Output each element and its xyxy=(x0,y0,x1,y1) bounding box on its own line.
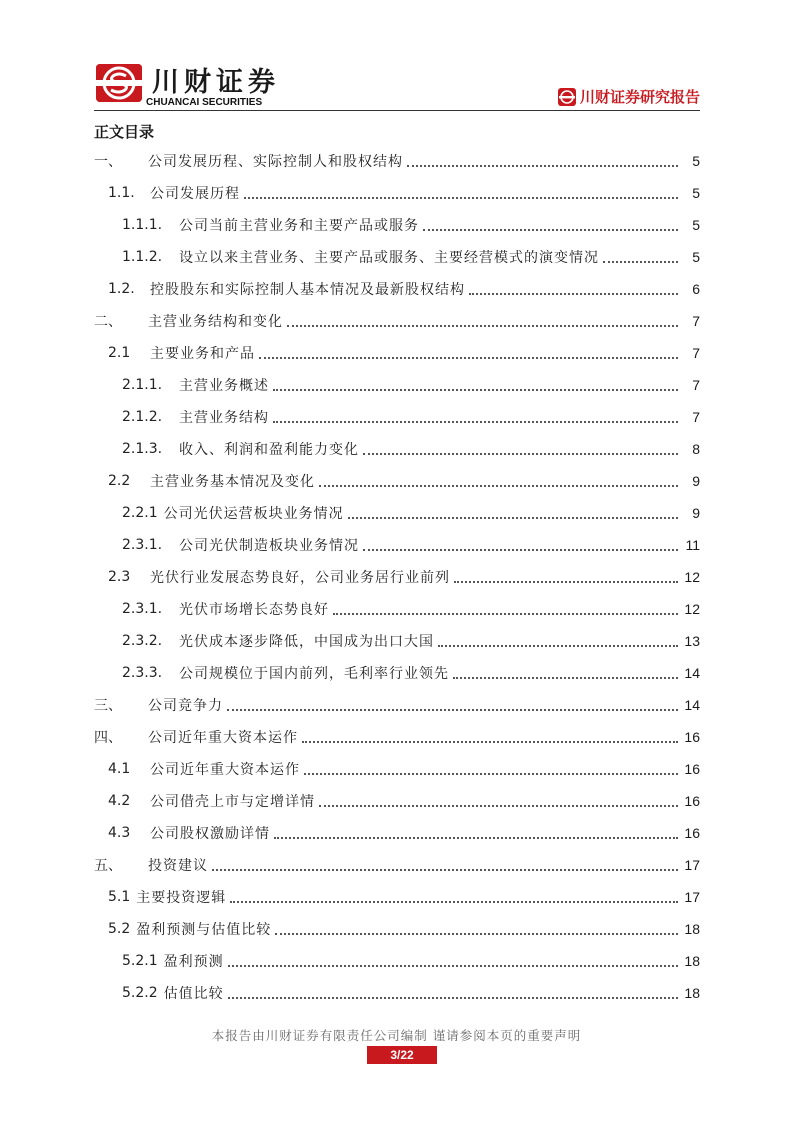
toc-entry-number: 1.1. xyxy=(108,185,135,201)
toc-leader-dots xyxy=(348,517,678,519)
toc-entry-page: 16 xyxy=(684,729,700,745)
toc-entry-title: 公司竞争力 xyxy=(148,698,223,714)
toc-entry-number: 4.1 xyxy=(108,761,131,777)
toc-leader-dots xyxy=(230,901,678,903)
toc-entry-page: 9 xyxy=(692,505,700,521)
toc-entry[interactable] xyxy=(94,945,700,977)
toc-leader-dots xyxy=(227,709,678,711)
toc-entry[interactable] xyxy=(94,337,700,369)
toc-entry-title: 主要业务和产品 xyxy=(150,346,255,362)
toc-entry-page: 17 xyxy=(684,889,700,905)
toc-entry-title: 盈利预测 xyxy=(163,954,224,970)
toc-entry-title: 投资建议 xyxy=(148,858,208,874)
toc-entry-number: 2.3.2. xyxy=(122,633,163,649)
toc-entry-page: 9 xyxy=(692,473,700,489)
toc-leader-dots xyxy=(287,325,678,327)
toc-entry-number: 2.3.1. xyxy=(122,601,163,617)
toc-entry-number: 1.1.1. xyxy=(122,217,163,233)
toc-entry-page: 16 xyxy=(684,825,700,841)
toc-entry-title: 光伏成本逐步降低，中国成为出口大国 xyxy=(179,634,434,650)
toc-leader-dots xyxy=(454,581,678,583)
toc-entry-number: 4.2 xyxy=(108,793,131,809)
toc-title: 正文目录 xyxy=(94,123,155,141)
toc-entry[interactable] xyxy=(94,209,700,241)
toc-leader-dots xyxy=(453,677,678,679)
toc-entry[interactable] xyxy=(94,561,700,593)
toc-leader-dots xyxy=(363,453,678,455)
toc-leader-dots xyxy=(333,613,678,615)
toc-entry[interactable] xyxy=(94,433,700,465)
toc-entry[interactable] xyxy=(94,977,700,1009)
toc-entry-page: 5 xyxy=(692,185,700,201)
toc-entry[interactable] xyxy=(94,625,700,657)
toc-entry-title: 公司发展历程 xyxy=(150,186,240,202)
toc-leader-dots xyxy=(259,357,678,359)
report-label-text: 川财证券研究报告 xyxy=(579,88,700,106)
toc-entry-number: 二、 xyxy=(94,314,122,330)
toc-entry-title: 收入、利润和盈利能力变化 xyxy=(179,442,359,458)
toc-entry[interactable] xyxy=(94,593,700,625)
toc-entry-number: 2.2.1 xyxy=(122,505,158,521)
toc-entry-title: 主营业务基本情况及变化 xyxy=(150,474,315,490)
toc-entry-page: 11 xyxy=(685,537,700,553)
toc-entry[interactable] xyxy=(94,177,700,209)
toc-entry-page: 7 xyxy=(692,377,700,393)
brand-name-en: CHUANCAI SECURITIES xyxy=(146,97,263,108)
toc-entry-number: 2.1.2. xyxy=(122,409,163,425)
toc-leader-dots xyxy=(212,869,678,871)
toc-entry-page: 7 xyxy=(692,409,700,425)
toc-entry-title: 公司规模位于国内前列，毛利率行业领先 xyxy=(179,666,449,682)
toc-entry-page: 5 xyxy=(692,217,700,233)
toc-entry-title: 光伏市场增长态势良好 xyxy=(179,602,329,618)
toc-entry-title: 公司光伏制造板块业务情况 xyxy=(179,538,359,554)
toc-entry[interactable] xyxy=(94,529,700,561)
toc-leader-dots xyxy=(469,293,678,295)
toc-entry-page: 5 xyxy=(692,249,700,265)
toc-entry-page: 17 xyxy=(684,857,700,873)
toc-entry-title: 设立以来主营业务、主要产品或服务、主要经营模式的演变情况 xyxy=(179,250,599,266)
toc-entry[interactable] xyxy=(94,913,700,945)
toc-entry-number: 2.3.1. xyxy=(122,537,163,553)
toc-entry-number: 5.1 xyxy=(108,889,131,905)
brand-name-cn: 川财证券 xyxy=(152,67,280,98)
toc-leader-dots xyxy=(423,229,678,231)
toc-entry-number: 2.3 xyxy=(108,569,131,585)
table-of-contents xyxy=(94,145,700,1009)
toc-leader-dots xyxy=(244,197,678,199)
toc-leader-dots xyxy=(273,389,678,391)
toc-leader-dots xyxy=(228,997,678,999)
toc-entry[interactable] xyxy=(94,785,700,817)
toc-entry[interactable] xyxy=(94,465,700,497)
toc-entry[interactable] xyxy=(94,241,700,273)
toc-leader-dots xyxy=(363,549,678,551)
toc-leader-dots xyxy=(302,741,678,743)
toc-entry-title: 主要投资逻辑 xyxy=(136,890,227,906)
toc-entry-page: 7 xyxy=(692,345,700,361)
toc-leader-dots xyxy=(319,805,678,807)
toc-entry[interactable] xyxy=(94,401,700,433)
toc-leader-dots xyxy=(275,933,678,935)
toc-entry-title: 估值比较 xyxy=(163,986,224,1002)
toc-entry-page: 18 xyxy=(684,985,700,1001)
toc-leader-dots xyxy=(273,421,678,423)
toc-entry-number: 2.1.1. xyxy=(122,377,163,393)
toc-entry[interactable] xyxy=(94,721,700,753)
toc-entry-page: 8 xyxy=(692,441,700,457)
toc-entry-title: 公司股权激励详情 xyxy=(150,826,270,842)
toc-entry-number: 一、 xyxy=(94,154,122,170)
toc-entry-title: 控股股东和实际控制人基本情况及最新股权结构 xyxy=(150,282,465,298)
report-label xyxy=(558,86,700,107)
toc-entry-title: 公司发展历程、实际控制人和股权结构 xyxy=(148,154,403,170)
toc-entry-page: 14 xyxy=(684,665,700,681)
toc-entry[interactable] xyxy=(94,689,700,721)
toc-entry-title: 主营业务结构 xyxy=(179,410,269,426)
toc-entry-page: 12 xyxy=(684,569,700,585)
toc-entry-page: 13 xyxy=(684,633,700,649)
toc-entry[interactable] xyxy=(94,657,700,689)
toc-leader-dots xyxy=(603,261,678,263)
footer-disclaimer: 本报告由川财证券有限责任公司编制 谨请参阅本页的重要声明 xyxy=(211,1028,582,1043)
toc-leader-dots xyxy=(407,165,678,167)
page-header xyxy=(0,0,793,112)
toc-entry-number: 四、 xyxy=(94,730,122,746)
toc-entry-page: 14 xyxy=(684,697,700,713)
toc-entry-title: 盈利预测与估值比较 xyxy=(136,922,272,938)
toc-entry[interactable] xyxy=(94,753,700,785)
toc-entry[interactable] xyxy=(94,881,700,913)
toc-entry-title: 公司近年重大资本运作 xyxy=(150,762,300,778)
header-divider xyxy=(94,110,700,111)
toc-entry-number: 5.2 xyxy=(108,921,131,937)
page-number-badge: 3/22 xyxy=(367,1046,437,1064)
toc-leader-dots xyxy=(438,645,678,647)
toc-entry[interactable] xyxy=(94,369,700,401)
toc-entry-number: 五、 xyxy=(94,858,122,874)
toc-entry-page: 5 xyxy=(692,153,700,169)
toc-entry[interactable] xyxy=(94,145,700,177)
toc-entry-number: 2.1 xyxy=(108,345,131,361)
toc-leader-dots xyxy=(228,965,678,967)
toc-entry-title: 公司当前主营业务和主要产品或服务 xyxy=(179,218,419,234)
toc-entry[interactable] xyxy=(94,497,700,529)
toc-entry-number: 5.2.2 xyxy=(122,985,158,1001)
toc-entry-number: 2.1.3. xyxy=(122,441,163,457)
chuancai-logo-icon xyxy=(96,64,142,102)
toc-entry[interactable] xyxy=(94,849,700,881)
toc-entry-title: 光伏行业发展态势良好，公司业务居行业前列 xyxy=(150,570,450,586)
toc-entry-page: 18 xyxy=(684,953,700,969)
toc-entry-number: 4.3 xyxy=(108,825,131,841)
toc-entry-page: 6 xyxy=(692,281,700,297)
toc-entry-number: 2.2 xyxy=(108,473,131,489)
toc-entry-title: 公司光伏运营板块业务情况 xyxy=(163,506,344,522)
toc-entry-number: 1.2. xyxy=(108,281,135,297)
toc-entry-page: 16 xyxy=(684,793,700,809)
toc-entry-title: 公司近年重大资本运作 xyxy=(148,730,298,746)
toc-entry-title: 公司借壳上市与定增详情 xyxy=(150,794,315,810)
toc-entry[interactable] xyxy=(94,817,700,849)
toc-entry-page: 7 xyxy=(692,313,700,329)
toc-entry-number: 三、 xyxy=(94,698,122,714)
toc-leader-dots xyxy=(304,773,678,775)
toc-entry-title: 主营业务结构和变化 xyxy=(148,314,283,330)
toc-entry-number: 2.3.3. xyxy=(122,665,163,681)
chuancai-mini-logo-icon xyxy=(558,88,576,106)
toc-entry-number: 1.1.2. xyxy=(122,249,163,265)
toc-entry-page: 16 xyxy=(684,761,700,777)
toc-entry-title: 主营业务概述 xyxy=(179,378,269,394)
toc-entry[interactable] xyxy=(94,273,700,305)
toc-entry[interactable] xyxy=(94,305,700,337)
toc-leader-dots xyxy=(319,485,678,487)
toc-leader-dots xyxy=(274,837,678,839)
toc-entry-page: 12 xyxy=(684,601,700,617)
toc-entry-number: 5.2.1 xyxy=(122,953,158,969)
toc-entry-page: 18 xyxy=(684,921,700,937)
